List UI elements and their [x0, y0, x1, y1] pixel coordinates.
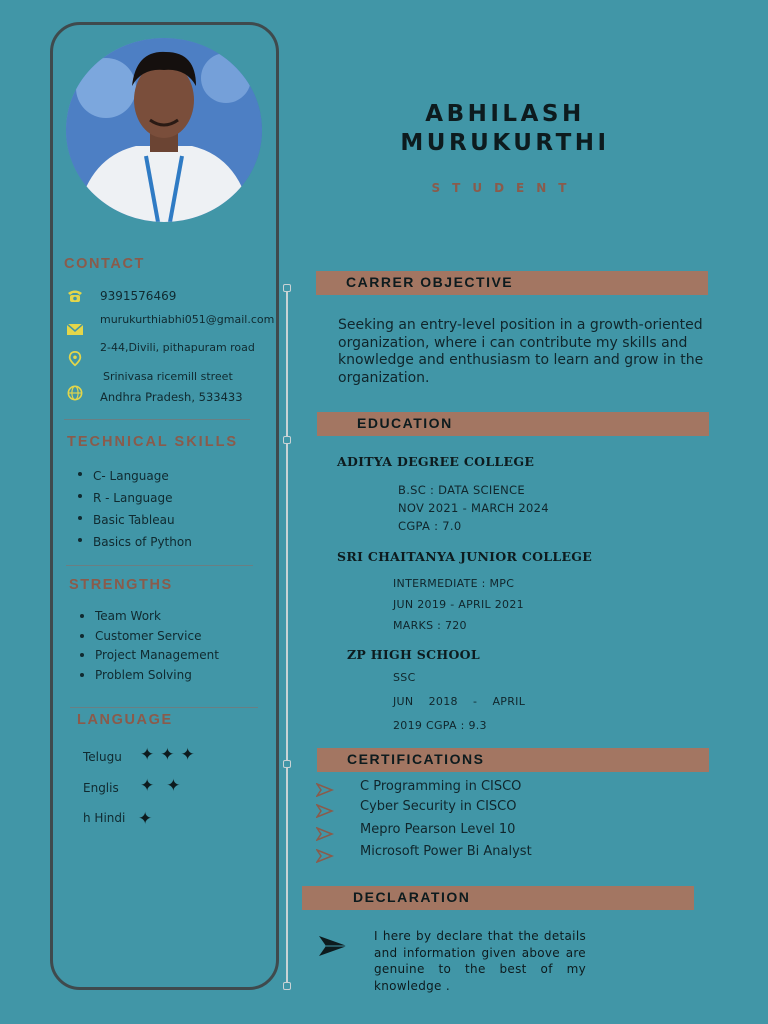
- certifications-heading: CERTIFICATIONS: [347, 751, 485, 767]
- education-detail: 2019 CGPA : 9.3: [393, 719, 487, 732]
- objective-heading-bar: [316, 271, 708, 295]
- education-detail: B.SC : DATA SCIENCE: [398, 483, 525, 497]
- arrow-icon: [316, 849, 334, 863]
- language-rating-stars: ✦✦✦: [140, 745, 201, 765]
- certification-item: [316, 822, 516, 841]
- education-detail: JUN 2019 - APRIL 2021: [393, 598, 524, 611]
- certification-name: Cyber Security in CISCO: [360, 799, 517, 814]
- education-detail: INTERMEDIATE : MPC: [393, 577, 515, 590]
- phone-number[interactable]: 9391576469: [100, 289, 177, 303]
- technical-skills-heading: TECHNICAL SKILLS: [67, 434, 239, 450]
- declaration-heading-bar: [302, 886, 694, 910]
- first-name: ABHILASH: [425, 101, 585, 127]
- region-row: [66, 385, 84, 401]
- email-row: [66, 321, 84, 337]
- language-name: Telugu: [83, 750, 122, 764]
- certification-name: Microsoft Power Bi Analyst: [360, 844, 532, 859]
- address-line-3: Andhra Pradesh, 533433: [100, 390, 243, 404]
- education-heading-bar: [317, 412, 709, 436]
- list-item: Customer Service: [80, 627, 219, 647]
- certification-name: Mepro Pearson Level 10: [360, 822, 516, 837]
- education-detail: CGPA : 7.0: [398, 519, 462, 533]
- arrow-icon: [316, 783, 334, 797]
- education-detail: JUN 2018 - APRIL: [393, 695, 526, 708]
- certifications-heading-bar: [317, 748, 709, 772]
- timeline-node: [283, 982, 291, 990]
- list-item: Basics of Python: [78, 531, 192, 553]
- job-title: STUDENT: [431, 181, 579, 195]
- arrow-icon: [316, 804, 334, 818]
- technical-skills-list: [78, 465, 192, 553]
- language-heading: LANGUAGE: [77, 712, 173, 728]
- objective-text: Seeking an entry-level position in a growth-oriented organization, where i can contribute my skills and knowledge and enthusiasm to learn and grow in the organization.: [338, 317, 704, 386]
- certification-item: [316, 799, 517, 818]
- list-item: C- Language: [78, 465, 192, 487]
- certification-item: [316, 844, 532, 863]
- globe-icon: [66, 385, 84, 401]
- list-item: R - Language: [78, 487, 192, 509]
- timeline-node: [283, 760, 291, 768]
- certification-item: [316, 779, 522, 797]
- full-name: [360, 100, 650, 158]
- list-item: Team Work: [80, 607, 219, 627]
- address-line-1: 2-44,Divili, pithapuram road: [100, 341, 255, 354]
- timeline-node: [283, 436, 291, 444]
- list-item: Project Management: [80, 646, 219, 666]
- profile-photo: [66, 38, 262, 222]
- school-name: ADITYA DEGREE COLLEGE: [337, 454, 535, 469]
- education-detail: SSC: [393, 671, 416, 684]
- language-rating-stars: ✦✦: [140, 776, 193, 796]
- list-item: Basic Tableau: [78, 509, 192, 531]
- timeline-line: [286, 287, 288, 987]
- objective-heading: CARRER OBJECTIVE: [346, 274, 514, 290]
- divider: [64, 419, 250, 420]
- school-name: ZP HIGH SCHOOL: [347, 647, 480, 662]
- strengths-heading: STRENGTHS: [69, 577, 173, 593]
- phone-row: [66, 288, 84, 304]
- education-detail: NOV 2021 - MARCH 2024: [398, 501, 549, 515]
- declaration-text: I here by declare that the details and information given above are genuine to the best of my knowledge .: [374, 929, 586, 993]
- last-name: MURUKURTHI: [400, 130, 610, 156]
- certification-name: C Programming in CISCO: [360, 779, 522, 794]
- address-line-2: Srinivasa ricemill street: [103, 370, 233, 383]
- phone-icon: [66, 288, 84, 304]
- email-address[interactable]: murukurthiabhi051@gmail.com: [100, 313, 275, 326]
- language-name: h Hindi: [83, 811, 126, 825]
- profile-photo-illustration: [66, 38, 262, 222]
- email-icon: [66, 321, 84, 337]
- address-row: [66, 351, 84, 367]
- timeline-node: [283, 284, 291, 292]
- education-heading: EDUCATION: [357, 415, 453, 431]
- language-name: Englis: [83, 781, 119, 795]
- divider: [70, 707, 258, 708]
- divider: [66, 565, 253, 566]
- language-rating-stars: ✦: [138, 809, 159, 829]
- school-name: SRI CHAITANYA JUNIOR COLLEGE: [337, 549, 593, 564]
- arrow-icon: [316, 827, 334, 841]
- declaration-heading: DECLARATION: [353, 889, 471, 905]
- list-item: Problem Solving: [80, 666, 219, 686]
- location-pin-icon: [66, 351, 84, 367]
- contact-heading: CONTACT: [64, 256, 146, 272]
- paper-plane-icon: [318, 935, 348, 957]
- education-detail: MARKS : 720: [393, 619, 467, 632]
- strengths-list: [80, 607, 219, 685]
